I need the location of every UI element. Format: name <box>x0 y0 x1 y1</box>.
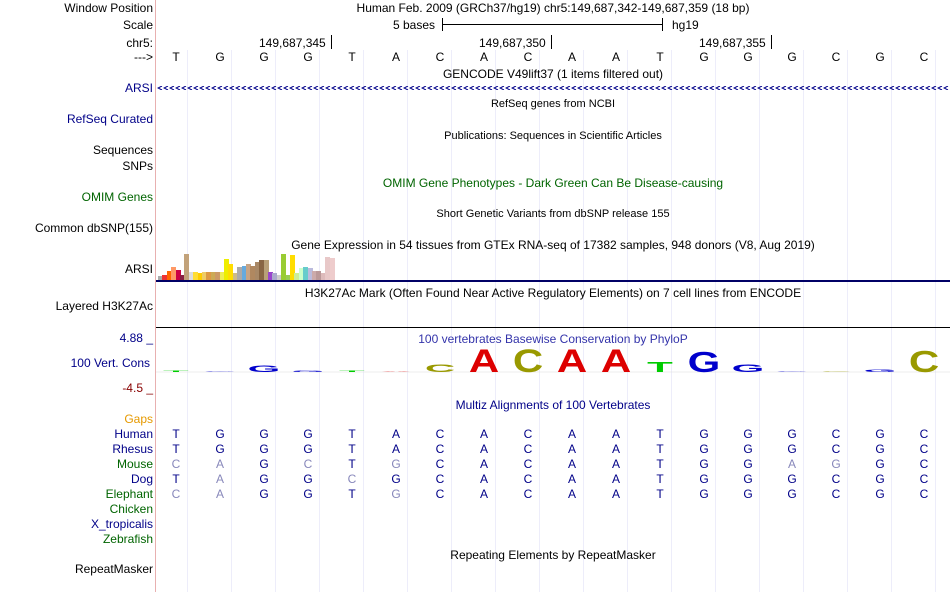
conservation-base-letter: G <box>247 363 281 375</box>
gtex-expression-bars[interactable] <box>157 252 537 280</box>
gtex-title: Gene Expression in 54 tissues from GTEx RNA-seq of 17382 samples, 948 donors (V8, Aug 2019) <box>291 238 815 252</box>
gencode-gene-feature[interactable] <box>157 86 949 90</box>
aligned-base: C <box>171 487 181 501</box>
base-guide-line <box>891 50 892 592</box>
aligned-base: C <box>919 442 929 456</box>
aligned-base: G <box>215 427 225 441</box>
gaps-label[interactable]: Gaps <box>124 412 153 426</box>
conservation-title: 100 vertebrates Basewise Conservation by PhyloP <box>418 332 688 346</box>
reference-base: C <box>831 50 841 64</box>
gtex-baseline <box>156 280 950 282</box>
aligned-base: T <box>656 487 664 501</box>
repeatmasker-title: Repeating Elements by RepeatMasker <box>450 548 656 562</box>
aligned-base: G <box>743 457 753 471</box>
conservation-base-letter: G <box>775 371 809 373</box>
aligned-base: C <box>435 487 445 501</box>
conservation-base-letter: G <box>687 345 721 379</box>
reference-base: T <box>656 50 664 64</box>
conservation-label[interactable]: 100 Vert. Cons <box>70 356 150 370</box>
aligned-base: G <box>259 472 269 486</box>
conservation-base-letter: T <box>647 359 673 376</box>
aligned-base: C <box>523 427 533 441</box>
aligned-base: T <box>656 457 664 471</box>
aligned-base: G <box>831 457 841 471</box>
aligned-base: T <box>348 442 356 456</box>
aligned-base: T <box>172 442 180 456</box>
refseq-title: RefSeq genes from NCBI <box>490 98 616 110</box>
aligned-base: G <box>787 487 797 501</box>
tick-label-2: 149,687,350 <box>479 36 546 50</box>
sequences-label[interactable]: Sequences <box>92 143 153 157</box>
gtex-gene-label[interactable]: ARSI <box>124 262 153 276</box>
aligned-base: A <box>215 487 224 501</box>
reference-base: T <box>348 50 356 64</box>
base-guide-line <box>187 50 188 592</box>
aligned-base: A <box>479 487 488 501</box>
aligned-base: T <box>348 487 356 501</box>
aligned-base: A <box>391 442 400 456</box>
aligned-base: C <box>831 487 841 501</box>
conservation-base-letter: A <box>600 342 632 379</box>
aligned-base: A <box>611 427 620 441</box>
species-label[interactable]: Mouse <box>116 457 153 471</box>
reference-base: G <box>787 50 797 64</box>
base-guide-line <box>319 50 320 592</box>
aligned-base: G <box>699 457 709 471</box>
aligned-base: C <box>435 427 445 441</box>
aligned-base: G <box>743 427 753 441</box>
base-guide-line <box>759 50 760 592</box>
conservation-base-letter: T <box>163 370 189 373</box>
aligned-base: A <box>479 442 488 456</box>
base-guide-line <box>671 50 672 592</box>
aligned-base: A <box>611 442 620 456</box>
aligned-base: G <box>875 442 885 456</box>
aligned-base: C <box>831 427 841 441</box>
base-guide-line <box>231 50 232 592</box>
aligned-base: C <box>919 427 929 441</box>
aligned-base: G <box>391 472 401 486</box>
repeatmasker-label[interactable]: RepeatMasker <box>74 562 153 576</box>
base-guide-line <box>803 50 804 592</box>
aligned-base: G <box>391 487 401 501</box>
aligned-base: T <box>656 442 664 456</box>
aligned-base: G <box>303 442 313 456</box>
aligned-base: C <box>919 457 929 471</box>
gencode-title: GENCODE V49lift37 (1 items filtered out) <box>442 67 664 81</box>
species-label[interactable]: Chicken <box>109 502 153 516</box>
reference-base: C <box>435 50 445 64</box>
aligned-base: G <box>875 472 885 486</box>
aligned-base: G <box>743 472 753 486</box>
aligned-base: G <box>743 487 753 501</box>
conservation-base-letter: A <box>556 342 588 379</box>
aligned-base: A <box>391 427 400 441</box>
dbsnp-label[interactable]: Common dbSNP(155) <box>34 221 153 235</box>
aligned-base: C <box>303 457 313 471</box>
reference-base: A <box>567 50 576 64</box>
aligned-base: A <box>787 457 796 471</box>
conservation-logo[interactable] <box>156 335 950 395</box>
h3k27ac-title: H3K27Ac Mark (Often Found Near Active Regulatory Elements) on 7 cell lines from ENCODE <box>304 286 802 300</box>
reference-base: G <box>875 50 885 64</box>
position-text: Human Feb. 2009 (GRCh37/hg19) chr5:149,687,342-149,687,359 (18 bp) <box>356 1 750 15</box>
aligned-base: G <box>391 457 401 471</box>
tick-mark-2 <box>551 35 552 49</box>
aligned-base: A <box>567 472 576 486</box>
aligned-base: C <box>523 457 533 471</box>
h3k27ac-baseline <box>156 327 950 328</box>
aligned-base: C <box>523 472 533 486</box>
scale-bar <box>442 18 663 32</box>
aligned-base: G <box>259 442 269 456</box>
tick-mark-3 <box>771 35 772 49</box>
aligned-base: G <box>303 427 313 441</box>
base-guide-line <box>275 50 276 592</box>
aligned-base: G <box>743 442 753 456</box>
aligned-base: A <box>215 457 224 471</box>
scale-label: Scale <box>122 18 153 32</box>
aligned-base: G <box>699 427 709 441</box>
cons-min-label: -4.5 _ <box>122 381 153 395</box>
conservation-base-letter: G <box>863 369 897 373</box>
species-label[interactable]: Zebrafish <box>102 532 153 546</box>
conservation-base-letter: A <box>468 342 500 379</box>
reference-base: G <box>699 50 709 64</box>
aligned-base: C <box>831 442 841 456</box>
snps-label[interactable]: SNPs <box>122 159 153 173</box>
aligned-base: T <box>656 427 664 441</box>
base-guide-line <box>715 50 716 592</box>
aligned-base: C <box>435 457 445 471</box>
aligned-base: G <box>875 427 885 441</box>
omim-label[interactable]: OMIM Genes <box>81 190 153 204</box>
tick-label-3: 149,687,355 <box>699 36 766 50</box>
species-label[interactable]: Elephant <box>105 487 153 501</box>
reference-base: A <box>391 50 400 64</box>
aligned-base: G <box>699 472 709 486</box>
reference-base: G <box>215 50 225 64</box>
aligned-base: T <box>172 472 180 486</box>
conservation-base-letter: T <box>339 370 365 373</box>
reference-base: A <box>611 50 620 64</box>
reference-base: T <box>172 50 180 64</box>
publications-title: Publications: Sequences in Scientific Articles <box>444 130 662 142</box>
reference-base: C <box>523 50 533 64</box>
aligned-base: T <box>172 427 180 441</box>
assembly-label: hg19 <box>672 18 699 32</box>
aligned-base: A <box>567 427 576 441</box>
base-guide-line <box>363 50 364 592</box>
aligned-base: A <box>567 457 576 471</box>
omim-title: OMIM Gene Phenotypes - Dark Green Can Be Disease-causing <box>382 176 724 190</box>
species-label[interactable]: X_tropicalis <box>90 517 153 531</box>
conservation-base-letter: G <box>731 361 765 375</box>
aligned-base: G <box>699 442 709 456</box>
aligned-base: G <box>215 442 225 456</box>
aligned-base: T <box>348 427 356 441</box>
aligned-base: C <box>523 442 533 456</box>
aligned-base: G <box>259 457 269 471</box>
aligned-base: G <box>875 457 885 471</box>
gene-strand-arrows <box>157 86 949 90</box>
aligned-base: C <box>919 487 929 501</box>
window-position-label: Window Position <box>64 1 153 15</box>
reference-base: G <box>743 50 753 64</box>
tick-mark-1 <box>331 35 332 49</box>
aligned-base: G <box>259 427 269 441</box>
aligned-base: C <box>919 472 929 486</box>
aligned-base: T <box>656 472 664 486</box>
reference-base: G <box>259 50 269 64</box>
aligned-base: C <box>435 442 445 456</box>
conservation-base-letter: A <box>380 371 412 373</box>
gtex-tissue-bar[interactable] <box>330 258 335 280</box>
multiz-title: Multiz Alignments of 100 Vertebrates <box>455 398 651 412</box>
aligned-base: C <box>523 487 533 501</box>
h3k27ac-label[interactable]: Layered H3K27Ac <box>55 299 153 313</box>
conservation-base-letter: C <box>908 344 940 379</box>
aligned-base: G <box>303 472 313 486</box>
aligned-base: G <box>787 427 797 441</box>
base-guide-line <box>935 50 936 592</box>
conservation-base-letter: C <box>424 361 456 375</box>
aligned-base: C <box>347 472 357 486</box>
base-guide-line <box>407 50 408 592</box>
aligned-base: G <box>303 487 313 501</box>
aligned-base: G <box>787 442 797 456</box>
aligned-base: C <box>435 472 445 486</box>
species-label[interactable]: Human <box>114 427 153 441</box>
reference-base: G <box>303 50 313 64</box>
dbsnp-title: Short Genetic Variants from dbSNP release 155 <box>436 208 670 220</box>
species-label[interactable]: Rhesus <box>112 442 153 456</box>
aligned-base: A <box>567 487 576 501</box>
reference-base: A <box>479 50 488 64</box>
gencode-gene-label[interactable]: ARSI <box>124 81 153 95</box>
aligned-base: A <box>611 457 620 471</box>
chrom-label: chr5: <box>126 36 153 50</box>
label-column-divider <box>155 0 156 592</box>
conservation-base-letter: C <box>820 371 852 373</box>
aligned-base: T <box>348 457 356 471</box>
base-guide-line <box>847 50 848 592</box>
scale-text: 5 bases <box>393 18 436 32</box>
aligned-base: G <box>259 487 269 501</box>
aligned-base: G <box>787 472 797 486</box>
aligned-base: C <box>171 457 181 471</box>
cons-max-label: 4.88 _ <box>119 331 153 345</box>
aligned-base: A <box>611 472 620 486</box>
aligned-base: A <box>611 487 620 501</box>
refseq-label[interactable]: RefSeq Curated <box>66 112 153 126</box>
aligned-base: A <box>567 442 576 456</box>
strand-arrow-label: ---> <box>134 50 153 64</box>
tick-label-1: 149,687,345 <box>259 36 326 50</box>
reference-base: C <box>919 50 929 64</box>
aligned-base: A <box>479 472 488 486</box>
conservation-base-letter: G <box>291 370 325 373</box>
conservation-base-letter: C <box>512 342 544 379</box>
aligned-base: A <box>479 427 488 441</box>
aligned-base: G <box>875 487 885 501</box>
species-label[interactable]: Dog <box>130 472 153 486</box>
aligned-base: A <box>479 457 488 471</box>
aligned-base: G <box>699 487 709 501</box>
aligned-base: C <box>831 472 841 486</box>
conservation-base-letter: G <box>203 371 237 373</box>
aligned-base: A <box>215 472 224 486</box>
